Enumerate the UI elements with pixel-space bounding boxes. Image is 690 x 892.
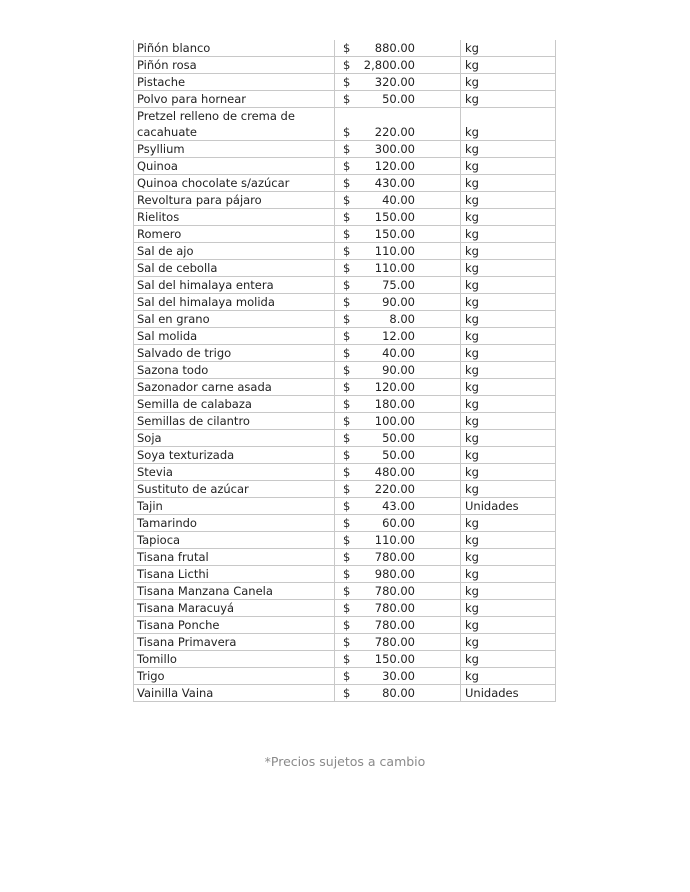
currency-symbol: $ <box>343 41 351 55</box>
unit-cell: kg <box>461 362 556 379</box>
table-row <box>134 668 556 685</box>
unit-cell: kg <box>461 532 556 549</box>
price-amount: 90.00 <box>382 363 415 377</box>
price-amount: 320.00 <box>374 75 415 89</box>
currency-symbol: $ <box>343 397 351 411</box>
price-table-body <box>134 40 556 702</box>
table-row <box>134 345 556 362</box>
unit-cell: kg <box>461 40 556 57</box>
currency-symbol: $ <box>343 58 351 72</box>
product-name: Polvo para hornear <box>137 92 247 106</box>
table-row <box>134 464 556 481</box>
price-amount: 880.00 <box>374 41 415 55</box>
unit-cell: kg <box>461 464 556 481</box>
currency-symbol: $ <box>343 363 351 377</box>
product-name: Tamarindo <box>137 516 197 530</box>
price-amount: 30.00 <box>382 669 415 683</box>
price-amount: 180.00 <box>374 397 415 411</box>
product-cell <box>134 57 335 74</box>
product-cell <box>134 91 335 108</box>
product-name: Sal del himalaya entera <box>137 278 274 292</box>
price-amount: 43.00 <box>382 499 415 513</box>
unit-cell: kg <box>461 74 556 91</box>
price-amount: 40.00 <box>382 193 415 207</box>
table-row <box>134 209 556 226</box>
currency-symbol: $ <box>343 516 351 530</box>
product-name: Pistache <box>137 75 186 89</box>
table-row <box>134 141 556 158</box>
price-cell <box>335 549 461 566</box>
product-cell <box>134 74 335 91</box>
product-cell <box>134 430 335 447</box>
price-cell <box>335 57 461 74</box>
product-name: Tomillo <box>137 652 177 666</box>
product-cell <box>134 464 335 481</box>
price-cell <box>335 651 461 668</box>
table-row <box>134 108 556 141</box>
price-cell <box>335 379 461 396</box>
product-name: Vainilla Vaina <box>137 686 214 700</box>
unit-cell: Unidades <box>461 685 556 702</box>
footnote: *Precios sujetos a cambio <box>264 754 426 769</box>
price-cell <box>335 74 461 91</box>
currency-symbol: $ <box>343 92 351 106</box>
currency-symbol: $ <box>343 210 351 224</box>
price-cell <box>335 413 461 430</box>
currency-symbol: $ <box>343 295 351 309</box>
currency-symbol: $ <box>343 261 351 275</box>
unit-cell: kg <box>461 175 556 192</box>
currency-symbol: $ <box>343 278 351 292</box>
product-name: Salvado de trigo <box>137 346 232 360</box>
price-cell <box>335 583 461 600</box>
price-cell <box>335 498 461 515</box>
product-name: Psyllium <box>137 142 185 156</box>
price-cell <box>335 345 461 362</box>
price-cell <box>335 396 461 413</box>
unit-cell: kg <box>461 566 556 583</box>
unit-cell: Unidades <box>461 498 556 515</box>
product-cell <box>134 413 335 430</box>
price-cell <box>335 617 461 634</box>
currency-symbol: $ <box>343 533 351 547</box>
table-row <box>134 175 556 192</box>
product-cell <box>134 294 335 311</box>
table-row <box>134 396 556 413</box>
product-cell <box>134 634 335 651</box>
currency-symbol: $ <box>343 380 351 394</box>
product-name: Soja <box>137 431 162 445</box>
product-cell <box>134 651 335 668</box>
product-cell <box>134 345 335 362</box>
currency-symbol: $ <box>343 601 351 615</box>
currency-symbol: $ <box>343 448 351 462</box>
unit-cell: kg <box>461 243 556 260</box>
currency-symbol: $ <box>343 482 351 496</box>
product-cell <box>134 243 335 260</box>
price-amount: 110.00 <box>374 533 415 547</box>
currency-symbol: $ <box>343 686 351 700</box>
currency-symbol: $ <box>343 125 351 139</box>
currency-symbol: $ <box>343 142 351 156</box>
table-row <box>134 651 556 668</box>
currency-symbol: $ <box>343 669 351 683</box>
unit-cell: kg <box>461 549 556 566</box>
price-amount: 12.00 <box>382 329 415 343</box>
price-cell <box>335 226 461 243</box>
unit-cell: kg <box>461 141 556 158</box>
product-name: Sal de ajo <box>137 244 194 258</box>
product-cell <box>134 617 335 634</box>
price-amount: 90.00 <box>382 295 415 309</box>
product-name: Semilla de calabaza <box>137 397 252 411</box>
table-row <box>134 260 556 277</box>
table-row <box>134 311 556 328</box>
price-cell <box>335 209 461 226</box>
product-name: Quinoa chocolate s/azúcar <box>137 176 290 190</box>
unit-cell: kg <box>461 311 556 328</box>
unit-cell: kg <box>461 413 556 430</box>
price-cell <box>335 141 461 158</box>
product-cell <box>134 311 335 328</box>
table-row <box>134 294 556 311</box>
product-cell <box>134 158 335 175</box>
unit-cell: kg <box>461 651 556 668</box>
price-cell <box>335 634 461 651</box>
product-cell <box>134 549 335 566</box>
product-cell <box>134 192 335 209</box>
price-cell <box>335 108 461 141</box>
price-amount: 780.00 <box>374 584 415 598</box>
product-cell <box>134 362 335 379</box>
product-name: Quinoa <box>137 159 178 173</box>
currency-symbol: $ <box>343 75 351 89</box>
price-cell <box>335 294 461 311</box>
product-name: Sazonador carne asada <box>137 380 272 394</box>
price-cell <box>335 192 461 209</box>
table-row <box>134 57 556 74</box>
unit-cell: kg <box>461 260 556 277</box>
price-cell <box>335 600 461 617</box>
table-row <box>134 91 556 108</box>
table-row <box>134 515 556 532</box>
price-amount: 50.00 <box>382 448 415 462</box>
price-amount: 40.00 <box>382 346 415 360</box>
table-row <box>134 379 556 396</box>
price-amount: 220.00 <box>374 482 415 496</box>
price-amount: 2,800.00 <box>363 58 415 72</box>
price-amount: 50.00 <box>382 431 415 445</box>
currency-symbol: $ <box>343 567 351 581</box>
unit-cell: kg <box>461 379 556 396</box>
unit-cell: kg <box>461 328 556 345</box>
table-row <box>134 634 556 651</box>
unit-cell: kg <box>461 396 556 413</box>
price-cell <box>335 430 461 447</box>
currency-symbol: $ <box>343 431 351 445</box>
price-cell <box>335 328 461 345</box>
unit-cell: kg <box>461 430 556 447</box>
price-amount: 100.00 <box>374 414 415 428</box>
product-cell <box>134 396 335 413</box>
currency-symbol: $ <box>343 414 351 428</box>
product-name: Stevia <box>137 465 173 479</box>
currency-symbol: $ <box>343 227 351 241</box>
product-name: Piñón blanco <box>137 41 211 55</box>
product-name: Rielitos <box>137 210 180 224</box>
table-row <box>134 192 556 209</box>
table-row <box>134 532 556 549</box>
product-name: Tisana Primavera <box>137 635 237 649</box>
table-row <box>134 40 556 57</box>
unit-cell: kg <box>461 515 556 532</box>
product-name-line2: cacahuate <box>137 125 197 139</box>
price-cell <box>335 243 461 260</box>
table-row <box>134 74 556 91</box>
product-cell <box>134 175 335 192</box>
currency-symbol: $ <box>343 244 351 258</box>
table-row <box>134 158 556 175</box>
currency-symbol: $ <box>343 584 351 598</box>
unit-cell: kg <box>461 583 556 600</box>
product-cell <box>134 566 335 583</box>
price-cell <box>335 447 461 464</box>
currency-symbol: $ <box>343 193 351 207</box>
product-cell <box>134 209 335 226</box>
unit-cell: kg <box>461 277 556 294</box>
product-cell <box>134 447 335 464</box>
product-name: Tisana Ponche <box>137 618 220 632</box>
product-name: Tisana Licthi <box>137 567 209 581</box>
price-cell <box>335 566 461 583</box>
table-row <box>134 600 556 617</box>
price-cell <box>335 362 461 379</box>
product-cell <box>134 515 335 532</box>
unit-cell: kg <box>461 294 556 311</box>
table-row <box>134 328 556 345</box>
price-cell <box>335 91 461 108</box>
price-amount: 120.00 <box>374 380 415 394</box>
unit-cell: kg <box>461 447 556 464</box>
price-amount: 150.00 <box>374 210 415 224</box>
product-cell <box>134 226 335 243</box>
price-amount: 80.00 <box>382 686 415 700</box>
currency-symbol: $ <box>343 550 351 564</box>
product-cell <box>134 141 335 158</box>
table-row <box>134 243 556 260</box>
unit-cell: kg <box>461 634 556 651</box>
price-cell <box>335 260 461 277</box>
price-amount: 780.00 <box>374 601 415 615</box>
price-amount: 8.00 <box>389 312 415 326</box>
product-name: Sal de cebolla <box>137 261 218 275</box>
product-name: Tisana Maracuyá <box>137 601 235 615</box>
table-row <box>134 685 556 702</box>
table-row <box>134 583 556 600</box>
currency-symbol: $ <box>343 652 351 666</box>
product-name: Revoltura para pájaro <box>137 193 262 207</box>
price-cell <box>335 175 461 192</box>
unit-cell: kg <box>461 108 556 141</box>
currency-symbol: $ <box>343 346 351 360</box>
product-cell <box>134 260 335 277</box>
product-name: Tisana Manzana Canela <box>137 584 273 598</box>
table-row <box>134 549 556 566</box>
table-row <box>134 566 556 583</box>
price-amount: 150.00 <box>374 227 415 241</box>
product-name: Trigo <box>137 669 165 683</box>
currency-symbol: $ <box>343 465 351 479</box>
price-amount: 150.00 <box>374 652 415 666</box>
price-cell <box>335 668 461 685</box>
price-amount: 110.00 <box>374 261 415 275</box>
product-name: Romero <box>137 227 182 241</box>
currency-symbol: $ <box>343 176 351 190</box>
price-cell <box>335 40 461 57</box>
table-row <box>134 498 556 515</box>
currency-symbol: $ <box>343 635 351 649</box>
unit-cell: kg <box>461 57 556 74</box>
product-name: Tapioca <box>137 533 181 547</box>
unit-cell: kg <box>461 158 556 175</box>
price-amount: 75.00 <box>382 278 415 292</box>
price-table <box>133 40 556 702</box>
price-cell <box>335 464 461 481</box>
product-cell <box>134 498 335 515</box>
product-cell <box>134 40 335 57</box>
unit-cell: kg <box>461 617 556 634</box>
product-cell <box>134 379 335 396</box>
unit-cell: kg <box>461 481 556 498</box>
price-cell <box>335 277 461 294</box>
table-row <box>134 226 556 243</box>
price-cell <box>335 515 461 532</box>
price-amount: 430.00 <box>374 176 415 190</box>
currency-symbol: $ <box>343 618 351 632</box>
product-cell <box>134 328 335 345</box>
price-amount: 60.00 <box>382 516 415 530</box>
price-cell <box>335 532 461 549</box>
unit-cell: kg <box>461 192 556 209</box>
price-amount: 220.00 <box>374 125 415 139</box>
price-amount: 480.00 <box>374 465 415 479</box>
product-name: Sal en grano <box>137 312 210 326</box>
price-cell <box>335 685 461 702</box>
price-cell <box>335 158 461 175</box>
product-cell <box>134 583 335 600</box>
product-cell <box>134 600 335 617</box>
price-cell <box>335 311 461 328</box>
product-cell <box>134 668 335 685</box>
unit-cell: kg <box>461 226 556 243</box>
price-amount: 120.00 <box>374 159 415 173</box>
price-amount: 780.00 <box>374 618 415 632</box>
unit-cell: kg <box>461 209 556 226</box>
unit-cell: kg <box>461 600 556 617</box>
price-amount: 780.00 <box>374 550 415 564</box>
price-amount: 980.00 <box>374 567 415 581</box>
product-name: Sal molida <box>137 329 198 343</box>
price-amount: 110.00 <box>374 244 415 258</box>
product-name: Sal del himalaya molida <box>137 295 275 309</box>
unit-cell: kg <box>461 91 556 108</box>
unit-cell: kg <box>461 668 556 685</box>
unit-cell: kg <box>461 345 556 362</box>
product-name: Sazona todo <box>137 363 209 377</box>
product-name: Semillas de cilantro <box>137 414 250 428</box>
currency-symbol: $ <box>343 499 351 513</box>
table-row <box>134 481 556 498</box>
table-row <box>134 617 556 634</box>
product-name: Tisana frutal <box>137 550 209 564</box>
product-name: Tajin <box>137 499 163 513</box>
product-name: Pretzel relleno de crema de <box>137 109 295 123</box>
table-row <box>134 430 556 447</box>
product-cell <box>134 532 335 549</box>
price-cell <box>335 481 461 498</box>
currency-symbol: $ <box>343 159 351 173</box>
table-row <box>134 413 556 430</box>
product-name: Sustituto de azúcar <box>137 482 249 496</box>
table-row <box>134 362 556 379</box>
price-amount: 50.00 <box>382 92 415 106</box>
price-amount: 300.00 <box>374 142 415 156</box>
price-amount: 780.00 <box>374 635 415 649</box>
currency-symbol: $ <box>343 312 351 326</box>
product-cell <box>134 685 335 702</box>
table-row <box>134 447 556 464</box>
product-name: Soya texturizada <box>137 448 235 462</box>
product-name: Piñón rosa <box>137 58 197 72</box>
product-cell <box>134 108 335 141</box>
currency-symbol: $ <box>343 329 351 343</box>
table-row <box>134 277 556 294</box>
product-cell <box>134 277 335 294</box>
product-cell <box>134 481 335 498</box>
